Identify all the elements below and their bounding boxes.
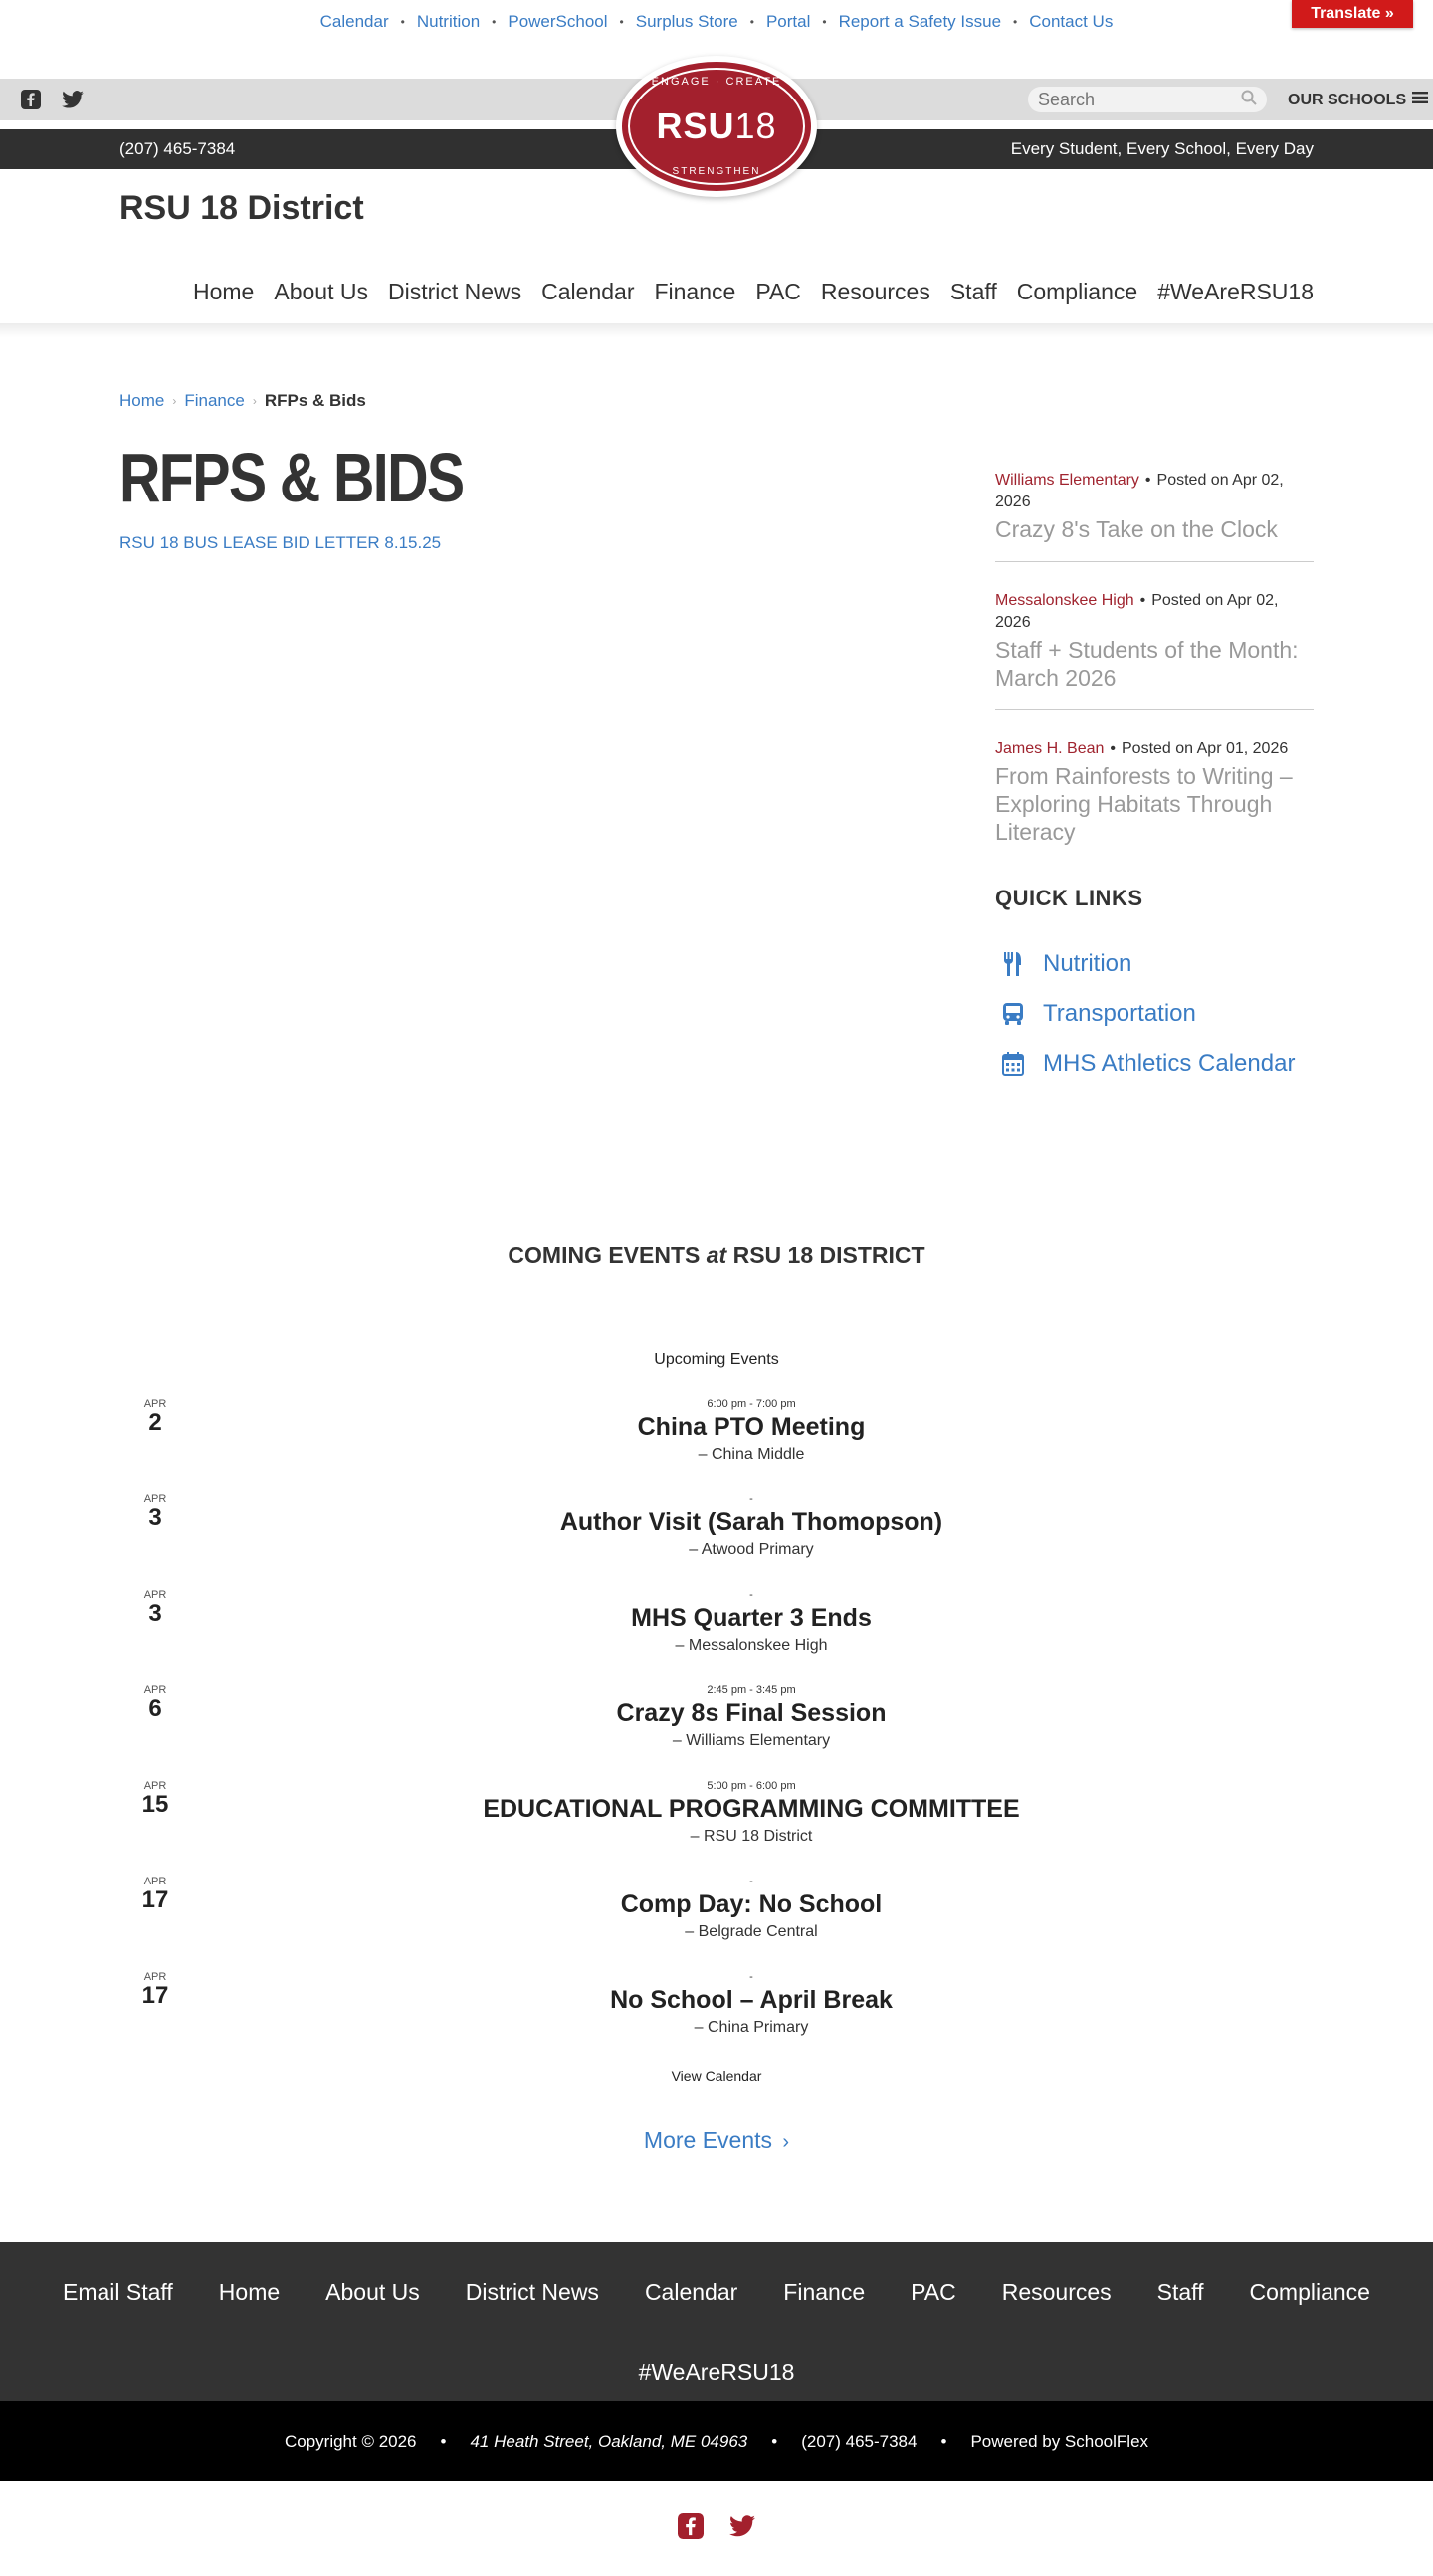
document-link[interactable]: RSU 18 BUS LEASE BID LETTER 8.15.25 — [119, 533, 442, 552]
event-info — [119, 1493, 1383, 1559]
event-day: 6 — [148, 1695, 162, 1722]
quick-link-label: Transportation — [1043, 1000, 1196, 1027]
footer-nav-home[interactable]: Home — [218, 2279, 281, 2305]
event-venue: – Williams Elementary — [672, 1732, 831, 1749]
footer-nav-staff[interactable]: Staff — [1156, 2279, 1204, 2305]
post-item — [995, 738, 1314, 864]
nav-resources[interactable]: Resources — [820, 279, 930, 304]
event-item — [119, 1876, 1383, 1971]
post-school-link[interactable]: Williams Elementary — [995, 472, 1139, 489]
logo-rsu: RSU — [656, 105, 735, 146]
quick-link-label: MHS Athletics Calendar — [1043, 1050, 1296, 1077]
separator: • — [440, 2431, 447, 2451]
separator: • — [1144, 472, 1151, 489]
more-events-label: More Events — [643, 2127, 773, 2153]
separator: • — [771, 2431, 778, 2451]
event-item — [119, 1589, 1383, 1684]
post-item — [995, 590, 1314, 710]
event-title-link[interactable]: Comp Day: No School — [620, 1890, 883, 1918]
utility-link-safety[interactable]: Report a Safety Issue — [838, 12, 1002, 31]
event-time: 2:45 pm - 3:45 pm — [707, 1684, 796, 1696]
event-info — [119, 1684, 1383, 1750]
quick-link-label: Nutrition — [1043, 950, 1132, 977]
calendar-icon — [1001, 1052, 1025, 1076]
view-calendar-link[interactable]: View Calendar — [671, 2068, 762, 2083]
search-input[interactable] — [1038, 90, 1237, 110]
facebook-icon[interactable] — [677, 2512, 705, 2540]
chevron-right-icon: › — [782, 2131, 790, 2153]
upcoming-events-label: Upcoming Events — [654, 1351, 779, 1368]
footer-nav-resources[interactable]: Resources — [1001, 2279, 1112, 2305]
utility-links — [0, 0, 1433, 44]
event-info — [119, 1589, 1383, 1655]
footer-nav-pac[interactable]: PAC — [911, 2279, 956, 2305]
header-social — [20, 89, 84, 110]
event-day: 2 — [148, 1409, 162, 1436]
nav-staff[interactable]: Staff — [949, 279, 997, 304]
logo-bottom-text: STRENGTHEN — [672, 166, 761, 177]
event-date — [119, 1589, 191, 1627]
post-meta — [995, 738, 1314, 760]
post-date: Posted on Apr 02, 2026 — [995, 592, 1279, 631]
separator: • — [1139, 592, 1146, 609]
event-item — [119, 1971, 1383, 2067]
event-info — [119, 1780, 1383, 1846]
event-day: 17 — [141, 1982, 169, 2009]
breadcrumb-finance[interactable]: Finance — [184, 391, 245, 410]
event-month: APR — [143, 1780, 167, 1792]
separator: • — [940, 2431, 947, 2451]
event-venue: – China Middle — [698, 1446, 805, 1463]
event-venue: – RSU 18 District — [690, 1828, 813, 1845]
header-tagline: Every Student, Every School, Every Day — [1010, 139, 1314, 158]
event-time: - — [749, 1493, 753, 1505]
site-title[interactable]: RSU 18 District — [119, 189, 364, 227]
post-title-link[interactable]: Staff + Students of the Month: March 2026 — [995, 637, 1299, 691]
search-box — [1028, 87, 1267, 112]
footer-nav — [0, 2242, 1433, 2401]
post-date: Posted on Apr 02, 2026 — [995, 472, 1284, 510]
facebook-icon[interactable] — [20, 89, 42, 110]
event-time: - — [749, 1589, 753, 1601]
post-item — [995, 470, 1314, 562]
our-schools-label: OUR SCHOOLS — [1288, 91, 1407, 108]
post-title-link[interactable]: Crazy 8's Take on the Clock — [995, 516, 1278, 542]
separator: • — [619, 15, 624, 29]
main-nav — [193, 279, 1314, 305]
page-title: RFPS & BIDS — [119, 439, 464, 516]
header-phone[interactable]: (207) 465-7384 — [119, 139, 236, 158]
logo-number: 18 — [734, 105, 777, 146]
event-date — [119, 1684, 191, 1722]
event-item — [119, 1684, 1383, 1780]
breadcrumb-current: RFPs & Bids — [264, 391, 366, 410]
event-time: - — [749, 1876, 753, 1887]
breadcrumb-home[interactable]: Home — [119, 391, 165, 410]
event-time: 5:00 pm - 6:00 pm — [707, 1780, 796, 1792]
event-info — [119, 1971, 1383, 2037]
separator: • — [400, 15, 405, 29]
event-day: 3 — [148, 1600, 162, 1627]
event-month: APR — [143, 1876, 167, 1887]
bus-icon — [1001, 1002, 1025, 1026]
district-logo[interactable] — [616, 56, 817, 197]
breadcrumb-separator: › — [172, 394, 177, 408]
nav-about-us[interactable]: About Us — [274, 279, 368, 304]
utility-link-portal[interactable]: Portal — [765, 12, 811, 31]
events-heading-at: at — [706, 1242, 727, 1268]
footer-nav-email-staff[interactable]: Email Staff — [63, 2279, 173, 2305]
breadcrumb-separator: › — [252, 394, 257, 408]
utility-link-nutrition[interactable]: Nutrition — [416, 12, 481, 31]
copyright: Copyright © 2026 — [284, 2431, 417, 2451]
separator: • — [492, 15, 497, 29]
nav-calendar[interactable]: Calendar — [541, 279, 635, 304]
footer-nav-row — [0, 2359, 1433, 2386]
event-info — [119, 1398, 1383, 1464]
nav-pac[interactable]: PAC — [755, 279, 801, 304]
footer-bottom — [0, 2401, 1433, 2481]
event-info — [119, 1876, 1383, 1941]
utility-link-surplus-store[interactable]: Surplus Store — [635, 12, 738, 31]
events-heading-prefix: COMING EVENTS — [508, 1242, 701, 1268]
footer-phone[interactable]: (207) 465-7384 — [801, 2431, 918, 2451]
event-item — [119, 1493, 1383, 1589]
utility-link-contact[interactable]: Contact Us — [1029, 12, 1114, 31]
hamburger-icon — [1412, 91, 1428, 109]
more-events-link[interactable] — [0, 2127, 1433, 2154]
footer-nav-row — [0, 2279, 1433, 2306]
event-month: APR — [143, 1398, 167, 1410]
events-heading — [0, 1242, 1433, 1269]
footer-nav-calendar[interactable]: Calendar — [644, 2279, 738, 2305]
utility-link-calendar[interactable]: Calendar — [319, 12, 389, 31]
quick-links-list — [995, 939, 1295, 1089]
quick-link-nutrition[interactable] — [995, 939, 1295, 989]
header-divider — [0, 323, 1433, 337]
event-date — [119, 1876, 191, 1913]
post-title-link[interactable]: From Rainforests to Writing – Exploring Habitats Through Literacy — [995, 763, 1293, 845]
event-time: - — [749, 1971, 753, 1983]
twitter-icon[interactable] — [62, 89, 84, 110]
event-date — [119, 1780, 191, 1818]
twitter-icon[interactable] — [728, 2512, 756, 2540]
footer-address[interactable]: 41 Heath Street, Oakland, ME 04963 — [470, 2431, 748, 2451]
quick-link-transportation[interactable] — [995, 989, 1295, 1039]
event-day: 17 — [141, 1886, 169, 1913]
footer-nav-compliance[interactable]: Compliance — [1249, 2279, 1370, 2305]
separator: • — [822, 15, 827, 29]
event-date — [119, 1398, 191, 1436]
utility-link-powerschool[interactable]: PowerSchool — [508, 12, 608, 31]
search-icon[interactable] — [1241, 90, 1257, 110]
event-venue: – China Primary — [694, 2019, 809, 2036]
quick-links-title: QUICK LINKS — [995, 886, 1143, 910]
event-title-link[interactable]: MHS Quarter 3 Ends — [631, 1604, 872, 1632]
powered-by[interactable]: Powered by SchoolFlex — [970, 2431, 1149, 2451]
footer-social — [0, 2512, 1433, 2540]
event-month: APR — [143, 1493, 167, 1505]
logo-top-text: ENGAGE · CREATE — [651, 76, 782, 88]
event-title-link[interactable]: No School – April Break — [610, 1986, 893, 2014]
event-date — [119, 1493, 191, 1531]
footer-nav-wearersu18[interactable]: #WeAreRSU18 — [638, 2359, 795, 2385]
event-day: 15 — [141, 1791, 169, 1818]
footer-nav-district-news[interactable]: District News — [465, 2279, 599, 2305]
event-month: APR — [143, 1589, 167, 1601]
event-venue: – Belgrade Central — [685, 1923, 818, 1940]
translate-button[interactable]: Translate » — [1292, 0, 1413, 28]
event-venue: – Messalonskee High — [675, 1637, 828, 1654]
event-item — [119, 1398, 1383, 1493]
event-title-link[interactable]: Author Visit (Sarah Thomopson) — [559, 1508, 943, 1536]
event-month: APR — [143, 1971, 167, 1983]
event-date — [119, 1971, 191, 2009]
nav-home[interactable]: Home — [193, 279, 255, 304]
separator: • — [1013, 15, 1018, 29]
post-school-link[interactable]: James H. Bean — [995, 740, 1105, 757]
utensils-icon — [1001, 952, 1025, 976]
nav-district-news[interactable]: District News — [387, 279, 522, 304]
separator: • — [1110, 740, 1116, 757]
logo-badge — [622, 62, 811, 191]
event-time: 6:00 pm - 7:00 pm — [707, 1398, 796, 1410]
separator: • — [749, 15, 754, 29]
event-title-link[interactable]: EDUCATIONAL PROGRAMMING COMMITTEE — [483, 1795, 1020, 1823]
event-month: APR — [143, 1684, 167, 1696]
quick-link-athletics-calendar[interactable] — [995, 1039, 1295, 1089]
breadcrumb — [119, 391, 366, 411]
footer-nav-finance[interactable]: Finance — [783, 2279, 866, 2305]
nav-wearersu18[interactable]: #WeAreRSU18 — [1157, 279, 1314, 304]
events-heading-suffix: RSU 18 DISTRICT — [732, 1242, 925, 1268]
our-schools-menu[interactable] — [1288, 91, 1428, 109]
event-title-link[interactable]: China PTO Meeting — [637, 1413, 866, 1441]
post-school-link[interactable]: Messalonskee High — [995, 592, 1134, 609]
event-title-link[interactable]: Crazy 8s Final Session — [616, 1699, 887, 1727]
footer-nav-about-us[interactable]: About Us — [325, 2279, 420, 2305]
nav-finance[interactable]: Finance — [654, 279, 736, 304]
event-venue: – Atwood Primary — [689, 1541, 814, 1558]
recent-posts — [995, 470, 1314, 892]
event-item — [119, 1780, 1383, 1876]
nav-compliance[interactable]: Compliance — [1016, 279, 1138, 304]
event-day: 3 — [148, 1504, 162, 1531]
post-meta — [995, 590, 1314, 634]
post-date: Posted on Apr 01, 2026 — [1122, 740, 1289, 757]
post-meta — [995, 470, 1314, 513]
